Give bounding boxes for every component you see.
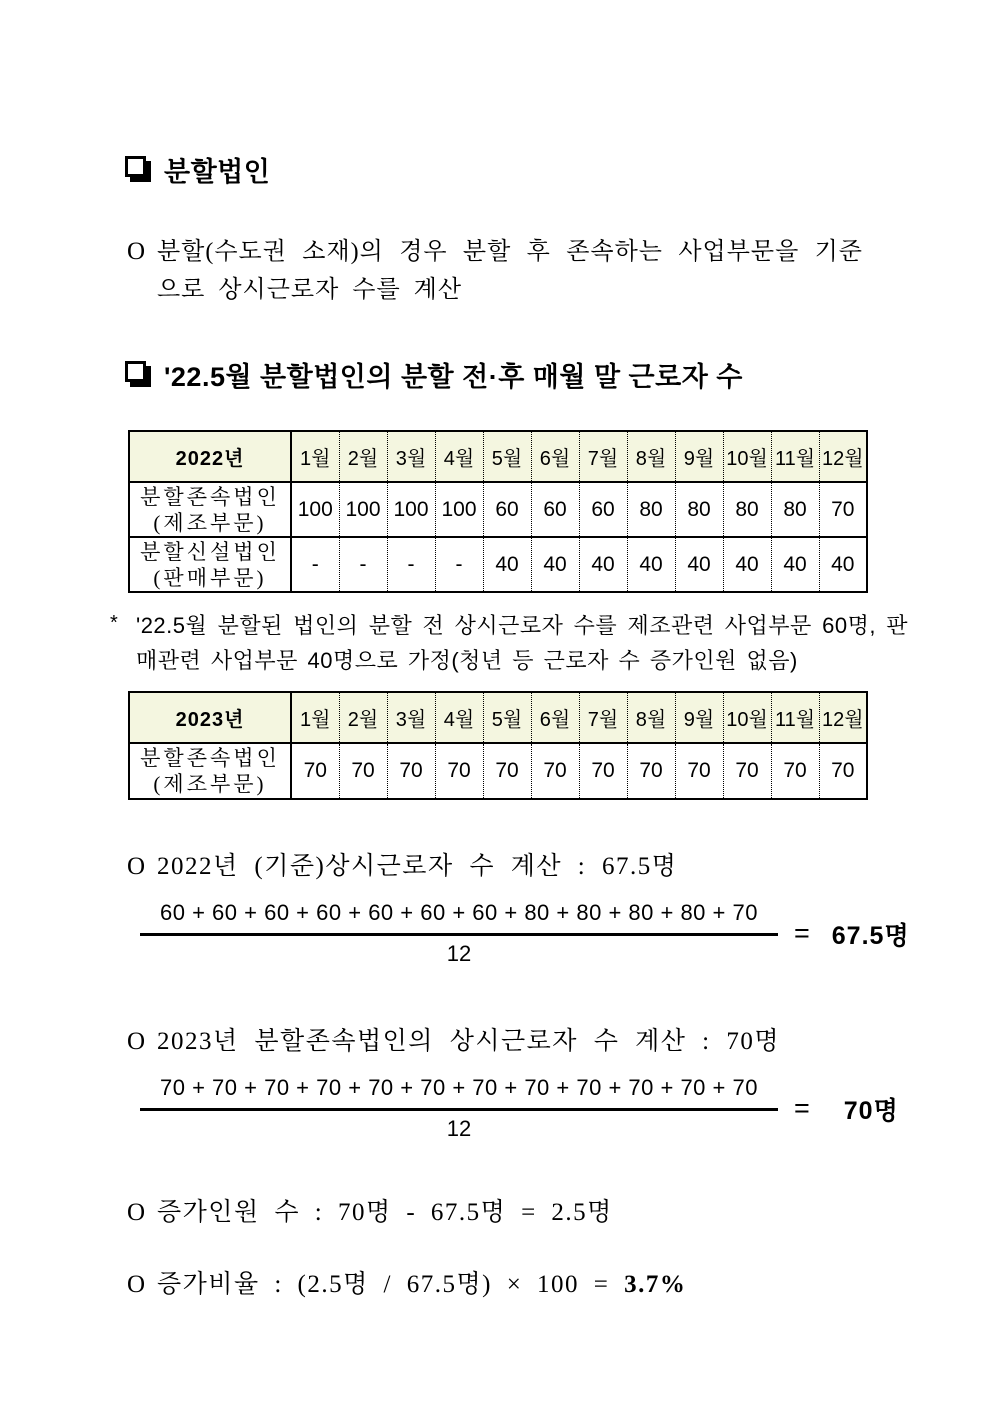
year-header-cell: 2023년 bbox=[129, 692, 291, 743]
value-cell: 100 bbox=[291, 482, 339, 537]
circle-bullet-icon: O bbox=[127, 853, 146, 880]
value-cell: - bbox=[339, 537, 387, 592]
value-cell: 70 bbox=[531, 743, 579, 799]
value-cell: 80 bbox=[675, 482, 723, 537]
fraction-numerator: 70 + 70 + 70 + 70 + 70 + 70 + 70 + 70 + 70 + 70 + 70 + 70 bbox=[140, 1075, 778, 1111]
month-header-cell: 11월 bbox=[771, 431, 819, 482]
equals-sign: = bbox=[794, 1093, 810, 1123]
circle-bullet-icon: O bbox=[127, 1199, 146, 1226]
section2-title-row bbox=[125, 355, 992, 394]
circle-bullet-icon: O bbox=[127, 1028, 146, 1055]
section1-title-row bbox=[125, 150, 992, 189]
section2-title: '22.5월 분할법인의 분할 전·후 매월 말 근로자 수 bbox=[164, 362, 743, 392]
value-cell: 70 bbox=[387, 743, 435, 799]
month-header-cell: 10월 bbox=[723, 431, 771, 482]
value-cell: 70 bbox=[339, 743, 387, 799]
square-bullet-icon bbox=[125, 361, 146, 382]
increase-rate-prefix: 증가비율 : (2.5명 / 67.5명) × 100 = bbox=[157, 1271, 625, 1298]
value-cell: 80 bbox=[723, 482, 771, 537]
value-cell: 60 bbox=[579, 482, 627, 537]
value-cell: 70 bbox=[291, 743, 339, 799]
fraction-denominator: 12 bbox=[446, 1116, 472, 1141]
month-header-cell: 11월 bbox=[771, 692, 819, 743]
month-header-cell: 4월 bbox=[435, 431, 483, 482]
workers-table-2023 bbox=[128, 691, 868, 800]
value-cell: 40 bbox=[627, 537, 675, 592]
value-cell: 70 bbox=[675, 743, 723, 799]
value-cell: - bbox=[387, 537, 435, 592]
increase-count-text: 증가인원 수 : 70명 - 67.5명 = 2.5명 bbox=[157, 1199, 613, 1226]
month-header-cell: 6월 bbox=[531, 431, 579, 482]
section1-bullet-row bbox=[125, 233, 992, 309]
workers-table-2022 bbox=[128, 430, 868, 593]
value-cell: 40 bbox=[771, 537, 819, 592]
calc2022-result: 67.5명 bbox=[831, 921, 910, 950]
value-cell: - bbox=[291, 537, 339, 592]
increase-rate-value: 3.7% bbox=[624, 1271, 687, 1298]
calc2023-title: 2023년 분할존속법인의 상시근로자 수 계산 : 70명 bbox=[157, 1028, 780, 1055]
fraction-2022 bbox=[140, 900, 778, 967]
value-cell: 60 bbox=[531, 482, 579, 537]
row-label-cell: 분할존속법인 (제조부문) bbox=[129, 482, 291, 537]
value-cell: 80 bbox=[771, 482, 819, 537]
value-cell: 70 bbox=[627, 743, 675, 799]
month-header-cell: 10월 bbox=[723, 692, 771, 743]
fraction-2023 bbox=[140, 1075, 778, 1142]
month-header-cell: 7월 bbox=[579, 431, 627, 482]
month-header-cell: 5월 bbox=[483, 431, 531, 482]
value-cell: 40 bbox=[675, 537, 723, 592]
value-cell: 70 bbox=[819, 482, 867, 537]
month-header-cell: 6월 bbox=[531, 692, 579, 743]
calc2023-title-row bbox=[125, 1023, 992, 1061]
value-cell: 70 bbox=[435, 743, 483, 799]
value-cell: 40 bbox=[819, 537, 867, 592]
value-cell: 100 bbox=[387, 482, 435, 537]
section1-bullet-text: 분할(수도권 소재)의 경우 분할 후 존속하는 사업부문을 기준으로 상시근로자 수를 계산 bbox=[157, 239, 863, 303]
value-cell: 40 bbox=[531, 537, 579, 592]
row-label-cell: 분할신설법인 (판매부문) bbox=[129, 537, 291, 592]
value-cell: 100 bbox=[339, 482, 387, 537]
month-header-cell: 12월 bbox=[819, 431, 867, 482]
footnote-row bbox=[110, 608, 992, 678]
value-cell: 60 bbox=[483, 482, 531, 537]
month-header-cell: 1월 bbox=[291, 692, 339, 743]
fraction-denominator: 12 bbox=[446, 941, 472, 966]
value-cell: 70 bbox=[819, 743, 867, 799]
month-header-cell: 2월 bbox=[339, 431, 387, 482]
circle-bullet-icon: O bbox=[127, 1271, 146, 1298]
month-header-cell: 3월 bbox=[387, 431, 435, 482]
month-header-cell: 1월 bbox=[291, 431, 339, 482]
equals-sign: = bbox=[794, 918, 810, 948]
circle-bullet-icon: O bbox=[127, 238, 146, 265]
value-cell: - bbox=[435, 537, 483, 592]
month-header-cell: 9월 bbox=[675, 431, 723, 482]
value-cell: 70 bbox=[771, 743, 819, 799]
month-header-cell: 8월 bbox=[627, 692, 675, 743]
footnote-text: '22.5월 분할된 법인의 분할 전 상시근로자 수를 제조관련 사업부문 60명, 판매관련 사업부문 40명으로 가정(청년 등 근로자 수 증가인원 없음) bbox=[136, 613, 908, 673]
increase-rate-text bbox=[157, 1266, 686, 1304]
value-cell: 40 bbox=[579, 537, 627, 592]
value-cell: 70 bbox=[483, 743, 531, 799]
calc2023-result: 70명 bbox=[843, 1096, 899, 1125]
year-header-cell: 2022년 bbox=[129, 431, 291, 482]
month-header-cell: 4월 bbox=[435, 692, 483, 743]
month-header-cell: 2월 bbox=[339, 692, 387, 743]
value-cell: 70 bbox=[579, 743, 627, 799]
increase-count-row bbox=[125, 1194, 992, 1232]
increase-rate-row bbox=[125, 1266, 992, 1304]
section1-title: 분할법인 bbox=[164, 157, 271, 187]
month-header-cell: 3월 bbox=[387, 692, 435, 743]
value-cell: 40 bbox=[483, 537, 531, 592]
month-header-cell: 5월 bbox=[483, 692, 531, 743]
row-label-cell: 분할존속법인 (제조부문) bbox=[129, 743, 291, 799]
month-header-cell: 9월 bbox=[675, 692, 723, 743]
value-cell: 100 bbox=[435, 482, 483, 537]
month-header-cell: 7월 bbox=[579, 692, 627, 743]
calc2022-title-row bbox=[125, 848, 992, 886]
month-header-cell: 8월 bbox=[627, 431, 675, 482]
square-bullet-icon bbox=[125, 156, 146, 177]
calc2023-formula bbox=[140, 1075, 992, 1142]
fraction-numerator: 60 + 60 + 60 + 60 + 60 + 60 + 60 + 80 + 80 + 80 + 80 + 70 bbox=[140, 900, 778, 936]
calc2022-formula bbox=[140, 900, 992, 967]
calc2022-title: 2022년 (기준)상시근로자 수 계산 : 67.5명 bbox=[157, 853, 678, 880]
value-cell: 80 bbox=[627, 482, 675, 537]
value-cell: 70 bbox=[723, 743, 771, 799]
value-cell: 40 bbox=[723, 537, 771, 592]
month-header-cell: 12월 bbox=[819, 692, 867, 743]
asterisk-marker: * bbox=[110, 612, 118, 634]
